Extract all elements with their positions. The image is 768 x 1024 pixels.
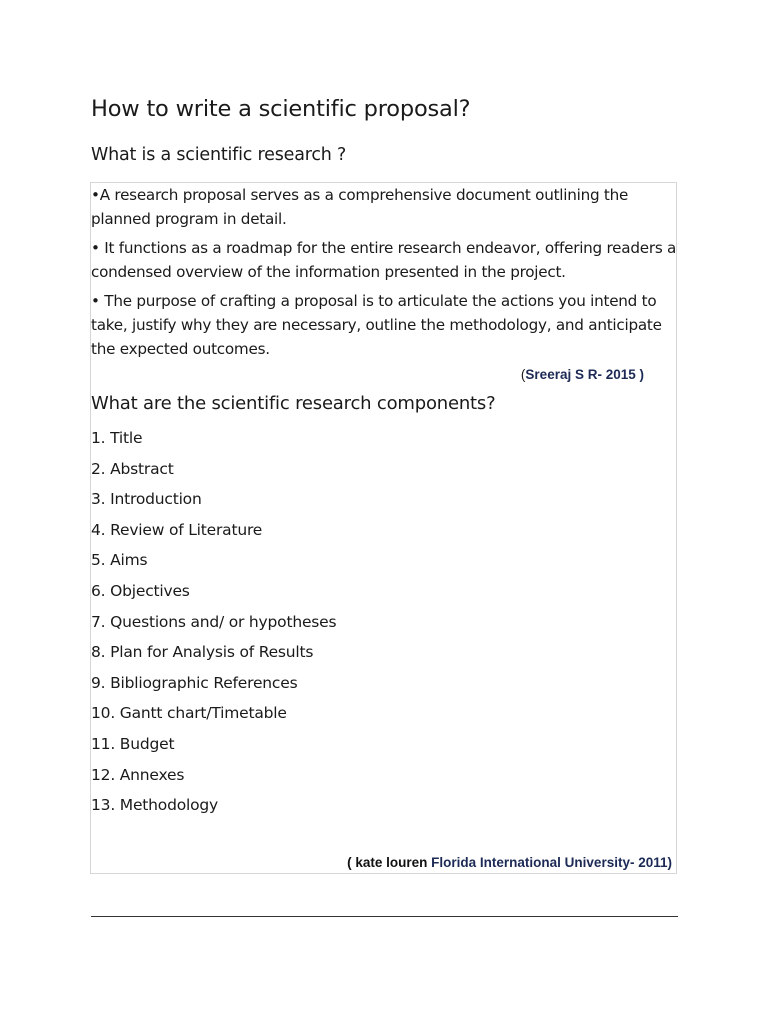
list-item: 8. Plan for Analysis of Results xyxy=(91,643,314,662)
citation-open-paren: ( xyxy=(520,367,526,382)
list-item: 6. Objectives xyxy=(91,581,190,600)
paragraph-line: planned program in detail. xyxy=(91,210,287,228)
paragraph-3 xyxy=(91,289,679,361)
paragraph-line: take, justify why they are necessary, outline the methodology, and anticipate xyxy=(91,316,662,334)
list-item: 10. Gantt chart/Timetable xyxy=(91,704,287,723)
components-list xyxy=(91,427,336,825)
citation-text: Sreeraj S R- 2015 ) xyxy=(525,367,644,382)
list-item: 9. Bibliographic References xyxy=(91,673,298,692)
citation-source: Florida International University- 2011) xyxy=(431,855,672,870)
footer-divider xyxy=(91,916,678,917)
paragraph-line: •A research proposal serves as a comprehensive document outlining the xyxy=(91,186,629,204)
paragraph-line: • The purpose of crafting a proposal is to articulate the actions you intend to xyxy=(91,292,657,310)
paragraph-line: the expected outcomes. xyxy=(91,340,270,358)
paragraph-line: • It functions as a roadmap for the entire research endeavor, offering readers a xyxy=(91,239,677,257)
list-item: 3. Introduction xyxy=(91,490,202,509)
paragraph-1 xyxy=(91,183,679,231)
list-item: 7. Questions and/ or hypotheses xyxy=(91,612,337,631)
list-item: 12. Annexes xyxy=(91,765,185,784)
list-item: 5. Aims xyxy=(91,551,148,570)
list-item: 2. Abstract xyxy=(91,459,174,478)
components-heading: What are the scientific research components? xyxy=(91,393,496,414)
content-box xyxy=(90,182,677,874)
citation-author: ( kate louren xyxy=(347,855,428,870)
paragraph-2 xyxy=(91,236,679,284)
list-item: 4. Review of Literature xyxy=(91,520,263,539)
list-item: 11. Budget xyxy=(91,734,175,753)
citation-kate-louren xyxy=(347,855,672,870)
page-title: How to write a scientific proposal? xyxy=(91,96,471,122)
list-item: 1. Title xyxy=(91,429,143,447)
section-subtitle: What is a scientific research ? xyxy=(91,145,347,165)
paragraph-line: condensed overview of the information presented in the project. xyxy=(91,263,566,281)
citation-sreeraj xyxy=(521,367,644,382)
list-item: 13. Methodology xyxy=(91,796,218,815)
